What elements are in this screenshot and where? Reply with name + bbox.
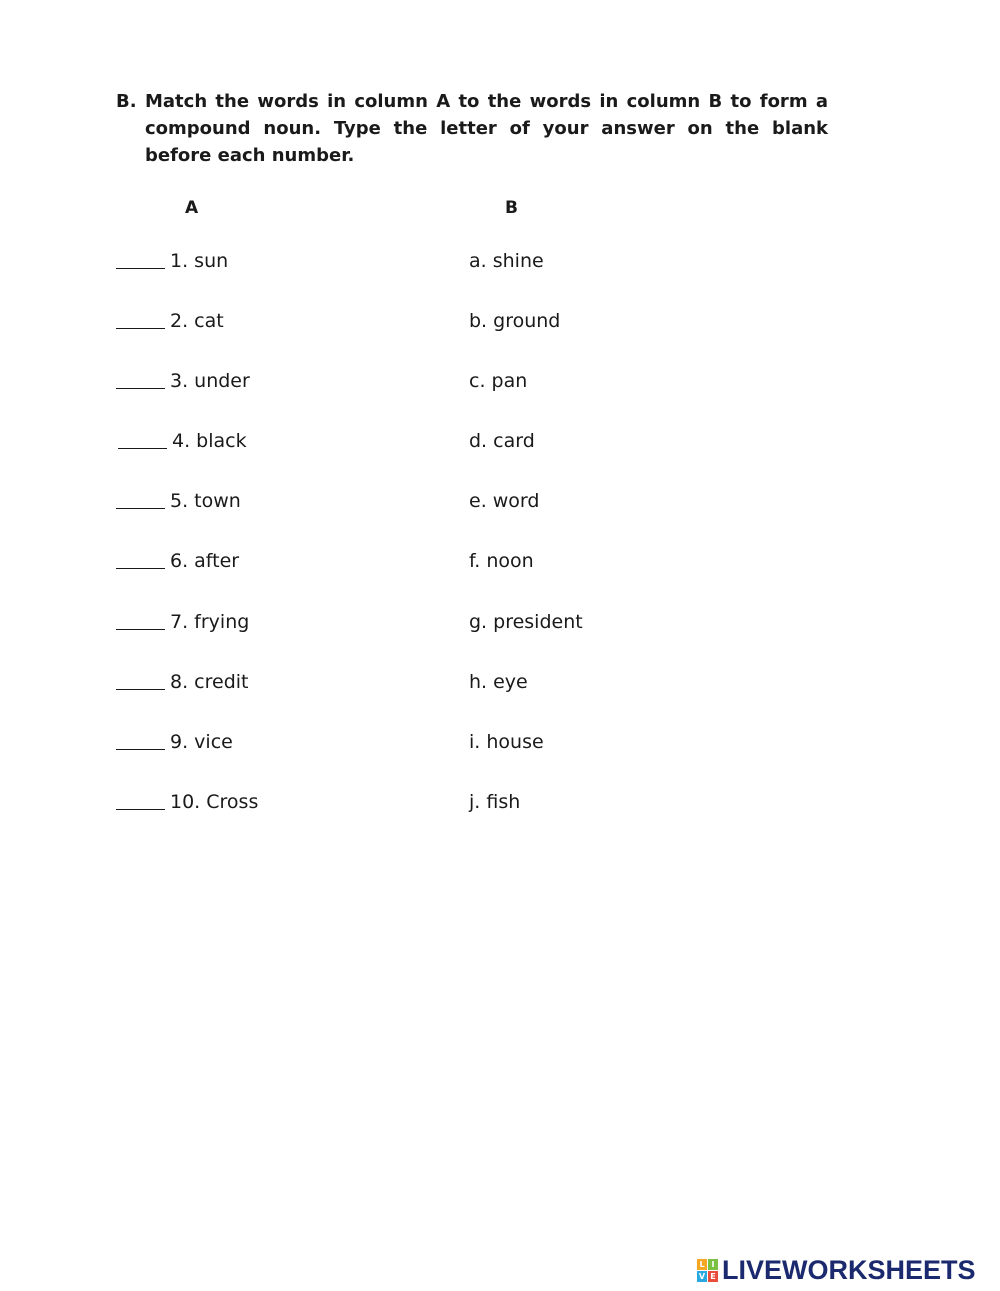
column-b-header: B <box>505 198 518 218</box>
column-a-item: 7. frying <box>170 611 250 633</box>
column-a-item: 3. under <box>170 370 250 392</box>
section-marker: B. <box>116 91 137 112</box>
logo-text: LIVEWORKSHEETS <box>722 1254 976 1285</box>
match-row <box>0 671 1000 701</box>
match-row <box>0 731 1000 761</box>
column-b-item: b. ground <box>469 310 561 332</box>
answer-blank[interactable] <box>116 268 165 269</box>
answer-blank[interactable] <box>116 689 165 690</box>
liveworksheets-logo <box>697 1255 976 1285</box>
match-row <box>0 490 1000 520</box>
logo-badge-letter: L <box>697 1259 707 1270</box>
answer-blank[interactable] <box>116 508 165 509</box>
match-row <box>0 370 1000 400</box>
match-row <box>0 310 1000 340</box>
column-a-item: 8. credit <box>170 671 249 693</box>
column-b-item: e. word <box>469 490 540 512</box>
answer-blank[interactable] <box>116 629 165 630</box>
match-row <box>0 791 1000 821</box>
answer-blank[interactable] <box>116 749 165 750</box>
column-b-item: f. noon <box>469 550 534 572</box>
column-b-item: c. pan <box>469 370 528 392</box>
column-b-item: g. president <box>469 611 583 633</box>
logo-badge-letter: V <box>698 1271 706 1281</box>
column-a-item: 10. Cross <box>170 791 259 813</box>
column-b-item: h. eye <box>469 671 528 693</box>
match-row <box>0 550 1000 580</box>
logo-badge-letter: I <box>708 1259 718 1270</box>
column-a-item: 5. town <box>170 490 241 512</box>
answer-blank[interactable] <box>116 568 165 569</box>
column-b-item: d. card <box>469 430 535 452</box>
column-b-item: i. house <box>469 731 544 753</box>
answer-blank[interactable] <box>116 388 165 389</box>
logo-badge-icon <box>697 1259 718 1282</box>
answer-blank[interactable] <box>118 448 167 449</box>
answer-blank[interactable] <box>116 328 165 329</box>
column-a-item: 2. cat <box>170 310 224 332</box>
column-a-item: 6. after <box>170 550 240 572</box>
column-a-header: A <box>185 198 199 218</box>
instruction-paragraph <box>116 88 828 169</box>
column-b-item: j. fish <box>469 791 521 813</box>
instruction-text: Match the words in column A to the words in column B to form a compound noun. Type the letter of your answer on the blank before each number. <box>145 91 828 166</box>
column-a-item: 4. black <box>172 430 247 452</box>
column-b-item: a. shine <box>469 250 544 272</box>
column-a-item: 9. vice <box>170 731 233 753</box>
match-row <box>0 430 1000 460</box>
match-row <box>0 611 1000 641</box>
column-a-item: 1. sun <box>170 250 229 272</box>
match-row <box>0 250 1000 280</box>
logo-badge-letter: E <box>708 1271 718 1282</box>
answer-blank[interactable] <box>116 809 165 810</box>
